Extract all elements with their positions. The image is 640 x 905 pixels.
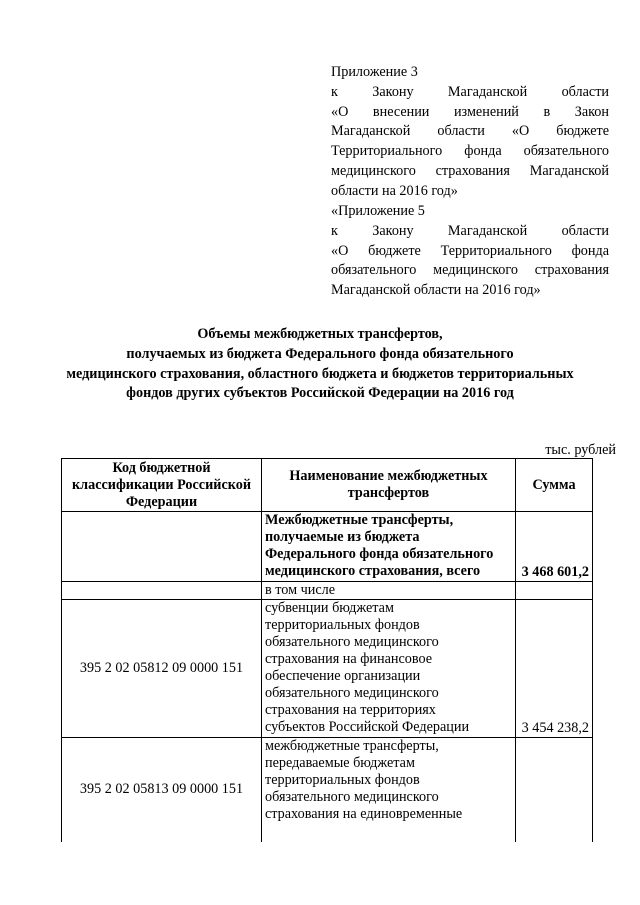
code-cell: 395 2 02 05813 09 0000 151 [62,738,262,842]
name-line: Федерального фонда обязательного [265,546,494,562]
appendix-line: Территориального фонда обязательного [331,143,609,160]
title-line: получаемых из бюджета Федерального фонда обязательного [126,345,514,362]
name-line: межбюджетные трансферты, [265,738,439,754]
name-line: территориальных фондов [265,772,420,788]
code-cell: 395 2 02 05812 09 0000 151 [62,600,262,738]
sum-cell [516,738,593,842]
table-row [62,512,593,582]
appendix-5-note [331,202,609,301]
appendix-line: Приложение 3 [331,64,418,80]
name-line: обязательного медицинского [265,789,439,805]
title-line: фондов других субъектов Российской Федерации на 2016 год [126,385,514,402]
appendix-line: «О бюджете Территориального фонда [331,242,609,259]
name-line: территориальных фондов [265,617,420,633]
name-line: обязательного медицинского [265,634,439,650]
name-line: медицинского страхования, всего [265,563,481,579]
table-row [62,600,593,738]
title-line: медицинского страхования, областного бюджета и бюджетов территориальных [66,365,574,382]
transfers-table [61,458,593,842]
appendix-line: к Закону Магаданской области [331,83,609,100]
name-line: страхования на единовременные [265,806,463,822]
header-sum: Сумма [516,459,593,512]
table-header-row [62,459,593,512]
table-row [62,738,593,842]
document-title [30,325,610,404]
appendix-line: «О внесении изменений в Закон [331,103,609,120]
name-line: субъектов Российской Федерации [265,719,470,735]
appendix-line: области на 2016 год» [331,182,458,199]
name-line: передаваемые бюджетам [265,755,415,771]
appendix-3-note [331,63,609,202]
name-cell [262,738,516,842]
name-line: страхования на территориях [265,702,436,718]
name-line: получаемые из бюджета [265,529,420,545]
header-code: Код бюджетной классификации Российской Федерации [62,459,262,512]
units-label: тыс. рублей [545,442,616,458]
appendix-line: Магаданской области «О бюджете [331,123,609,140]
name-line: обязательного медицинского [265,685,439,701]
name-line: страхования на финансовое [265,651,433,667]
name-cell [262,600,516,738]
appendix-line: медицинского страхования Магаданской [331,162,609,179]
appendix-line: к Закону Магаданской области [331,222,609,239]
code-cell [62,512,262,582]
appendix-line: Магаданской области на 2016 год» [331,282,541,299]
name-line: в том числе [265,582,336,598]
name-cell [262,512,516,582]
name-line: субвенции бюджетам [265,600,394,616]
table-row [62,582,593,600]
name-cell [262,582,516,600]
title-line: Объемы межбюджетных трансфертов, [197,326,443,342]
sum-cell [516,582,593,600]
header-name: Наименование межбюджетных трансфертов [262,459,516,512]
code-cell [62,582,262,600]
sum-cell: 3 468 601,2 [516,512,593,582]
name-line: Межбюджетные трансферты, [265,512,454,528]
appendix-line: «Приложение 5 [331,203,425,219]
name-line: обеспечение организации [265,668,421,684]
appendix-line: обязательного медицинского страхования [331,262,609,279]
sum-cell: 3 454 238,2 [516,600,593,738]
